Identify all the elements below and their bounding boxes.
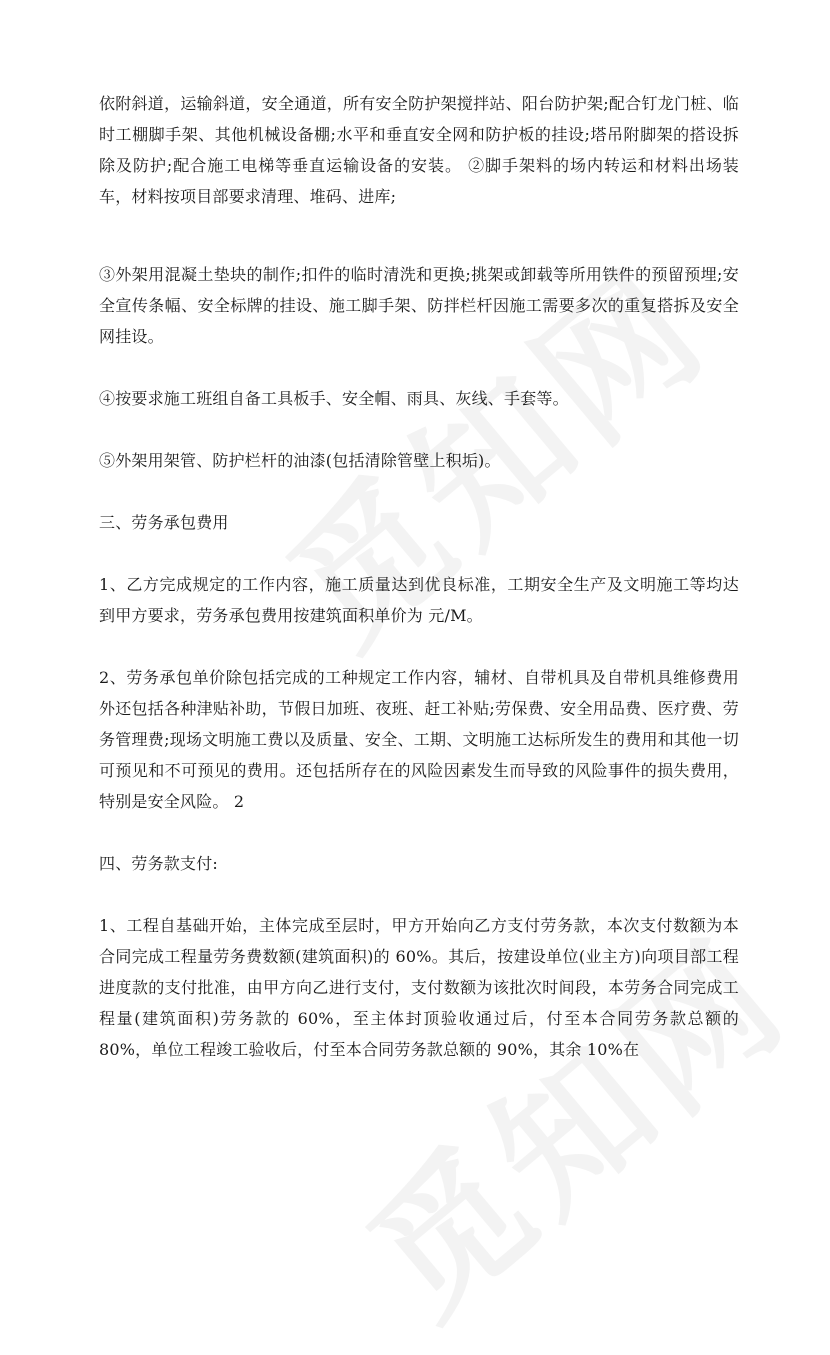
section-heading-3: 三、劳务承包费用 xyxy=(99,513,229,532)
paragraph-payment-1: 1、工程自基础开始，主体完成至层时，甲方开始向乙方支付劳务款，本次支付数额为本合同完成工程量劳务费数额(建筑面积)的 60%。其后，按建设单位(业主方)向项目部工程进度款的支付批准，由甲方向乙进行支付，支付数额为该批次时间段，本劳务合同完成工程量(建筑面积)劳务款的 60%，至主体封顶验收通过后，付至本合同劳务款总额的 80%，单位工程竣工验收后，付至本合同劳务款总额的 90%，其余 10%在 xyxy=(99,916,739,1059)
paragraph-fee-2: 2、劳务承包单价除包括完成的工种规定工作内容，辅材、自带机具及自带机具维修费用外还包括各种津贴补助，节假日加班、夜班、赶工补贴;劳保费、安全用品费、医疗费、劳务管理费;现场文明施工费以及质量、安全、工期、文明施工达标所发生的费用和其他一切可预见和不可预见的费用。还包括所存在的风险因素发生而导致的风险事件的损失费用，特别是安全风险。 2 xyxy=(99,668,739,811)
paragraph-item-4: ④按要求施工班组自备工具板手、安全帽、雨具、灰线、手套等。 xyxy=(99,389,569,408)
paragraph-scaffold-tasks: 依附斜道，运输斜道，安全通道，所有安全防护架搅拌站、阳台防护架;配合钉龙门桩、临时工棚脚手架、其他机械设备棚;水平和垂直安全网和防护板的挂设;塔吊附脚架的搭设拆除及防护;配合施工电梯等垂直运输设备的安装。 ②脚手架料的场内转运和材料出场装车，材料按项目部要求清理、堆码、进库; xyxy=(99,94,739,206)
paragraph-item-5: ⑤外架用架管、防护栏杆的油漆(包括清除管壁上积垢)。 xyxy=(99,451,501,470)
paragraph-item-3: ③外架用混凝土垫块的制作;扣件的临时清洗和更换;挑架或卸载等所用铁件的预留预埋;安全宣传条幅、安全标牌的挂设、施工脚手架、防拌栏杆因施工需要多次的重复搭拆及安全网挂设。 xyxy=(99,265,739,346)
paragraph-fee-1: 1、乙方完成规定的工作内容，施工质量达到优良标准，工期安全生产及文明施工等均达到甲方要求，劳务承包费用按建筑面积单价为 元/M。 xyxy=(99,575,739,625)
section-heading-4: 四、劳务款支付: xyxy=(99,854,218,873)
